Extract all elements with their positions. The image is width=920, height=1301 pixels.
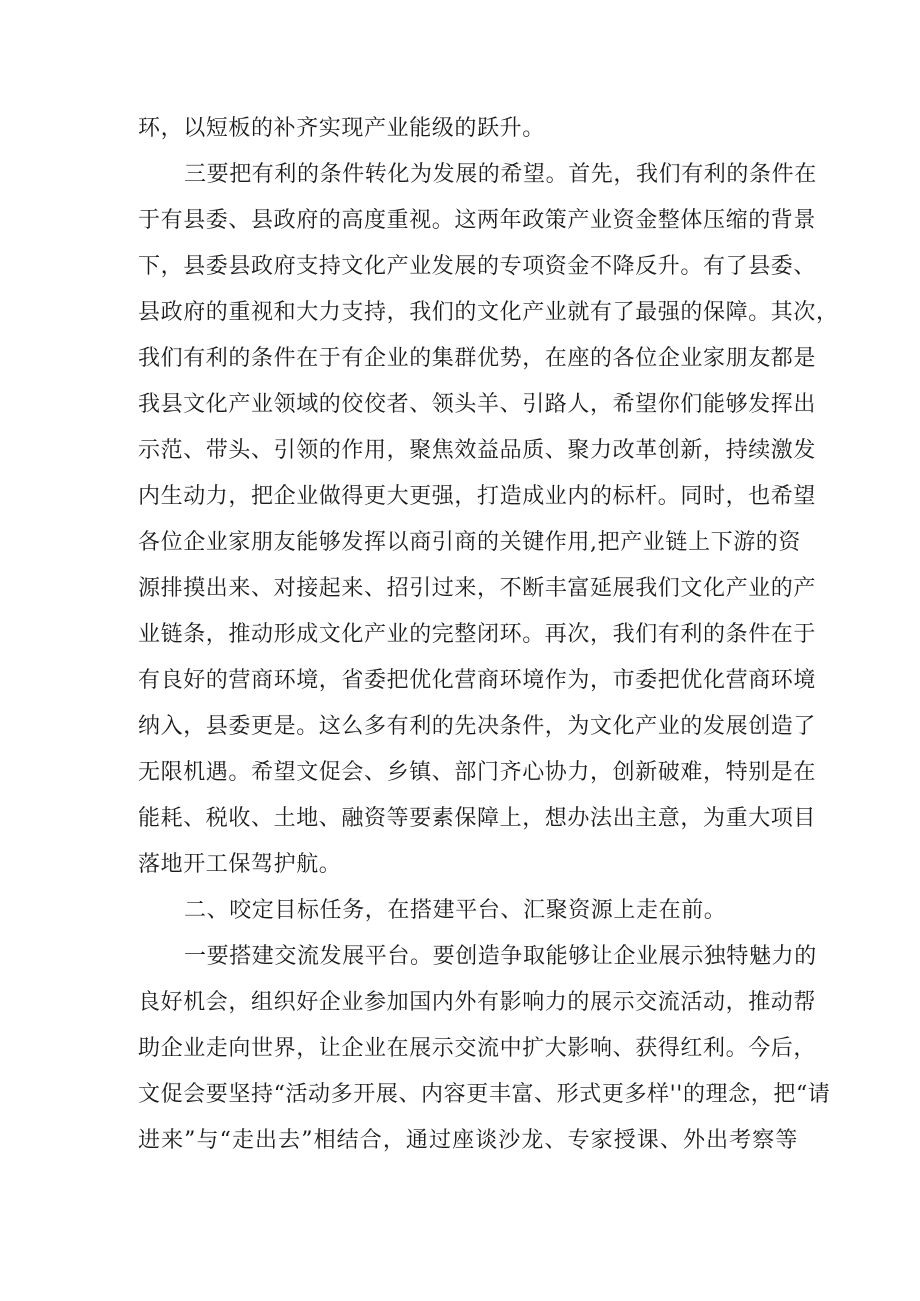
text-line: 落地开工保驾护航。	[138, 852, 342, 877]
text-line: 进来”与“走出去”相结合，通过座谈沙龙、专家授课、外出考察等	[138, 1128, 798, 1153]
text-line: 于有县委、县政府的高度重视。这两年政策产业资金整体压缩的背景	[138, 208, 817, 233]
paragraph-first-line: 三要把有利的条件转化为发展的希望。首先，我们有利的条件在	[184, 162, 817, 187]
text-line: 无限机遇。希望文促会、乡镇、部门齐心协力，创新破难，特别是在	[138, 760, 817, 785]
text-line: 环，以短板的补齐实现产业能级的跃升。	[138, 116, 545, 141]
text-line: 业链条，推动形成文化产业的完整闭环。再次，我们有利的条件在于	[138, 622, 817, 647]
text-line: 能耗、税收、土地、融资等要素保障上，想办法出主意，为重大项目	[138, 806, 817, 831]
text-line: 我们有利的条件在于有企业的集群优势，在座的各位企业家朋友都是	[138, 346, 817, 371]
text-line: 示范、带头、引领的作用，聚焦效益品质、聚力改革创新，持续激发	[138, 438, 817, 463]
text-line: 源排摸出来、对接起来、招引过来，不断丰富延展我们文化产业的产	[138, 576, 817, 601]
text-line: 纳入，县委更是。这么多有利的先决条件，为文化产业的发展创造了	[138, 714, 817, 739]
text-line: 各位企业家朋友能够发挥以商引商的关键作用,把产业链上下游的资	[138, 530, 801, 555]
text-line: 助企业走向世界，让企业在展示交流中扩大影响、获得红利。今后，	[138, 1036, 817, 1061]
text-line: 内生动力，把企业做得更大更强，打造成业内的标杆。同时，也希望	[138, 484, 817, 509]
paragraph-first-line: 一要搭建交流发展平台。要创造争取能够让企业展示独特魅力的	[184, 944, 817, 969]
text-line: 文促会要坚持“活动多开展、内容更丰富、形式更多样''的理念，把“请	[138, 1082, 831, 1107]
section-heading: 二、咬定目标任务，在搭建平台、汇聚资源上走在前。	[184, 898, 727, 923]
text-line: 有良好的营商环境，省委把优化营商环境作为，市委把优化营商环境	[138, 668, 817, 693]
text-line: 县政府的重视和大力支持，我们的文化产业就有了最强的保障。其次，	[138, 300, 839, 325]
text-line: 我县文化产业领域的佼佼者、领头羊、引路人，希望你们能够发挥出	[138, 392, 817, 417]
text-line: 良好机会，组织好企业参加国内外有影响力的展示交流活动，推动帮	[138, 990, 817, 1015]
text-line: 下，县委县政府支持文化产业发展的专项资金不降反升。有了县委、	[138, 254, 817, 279]
